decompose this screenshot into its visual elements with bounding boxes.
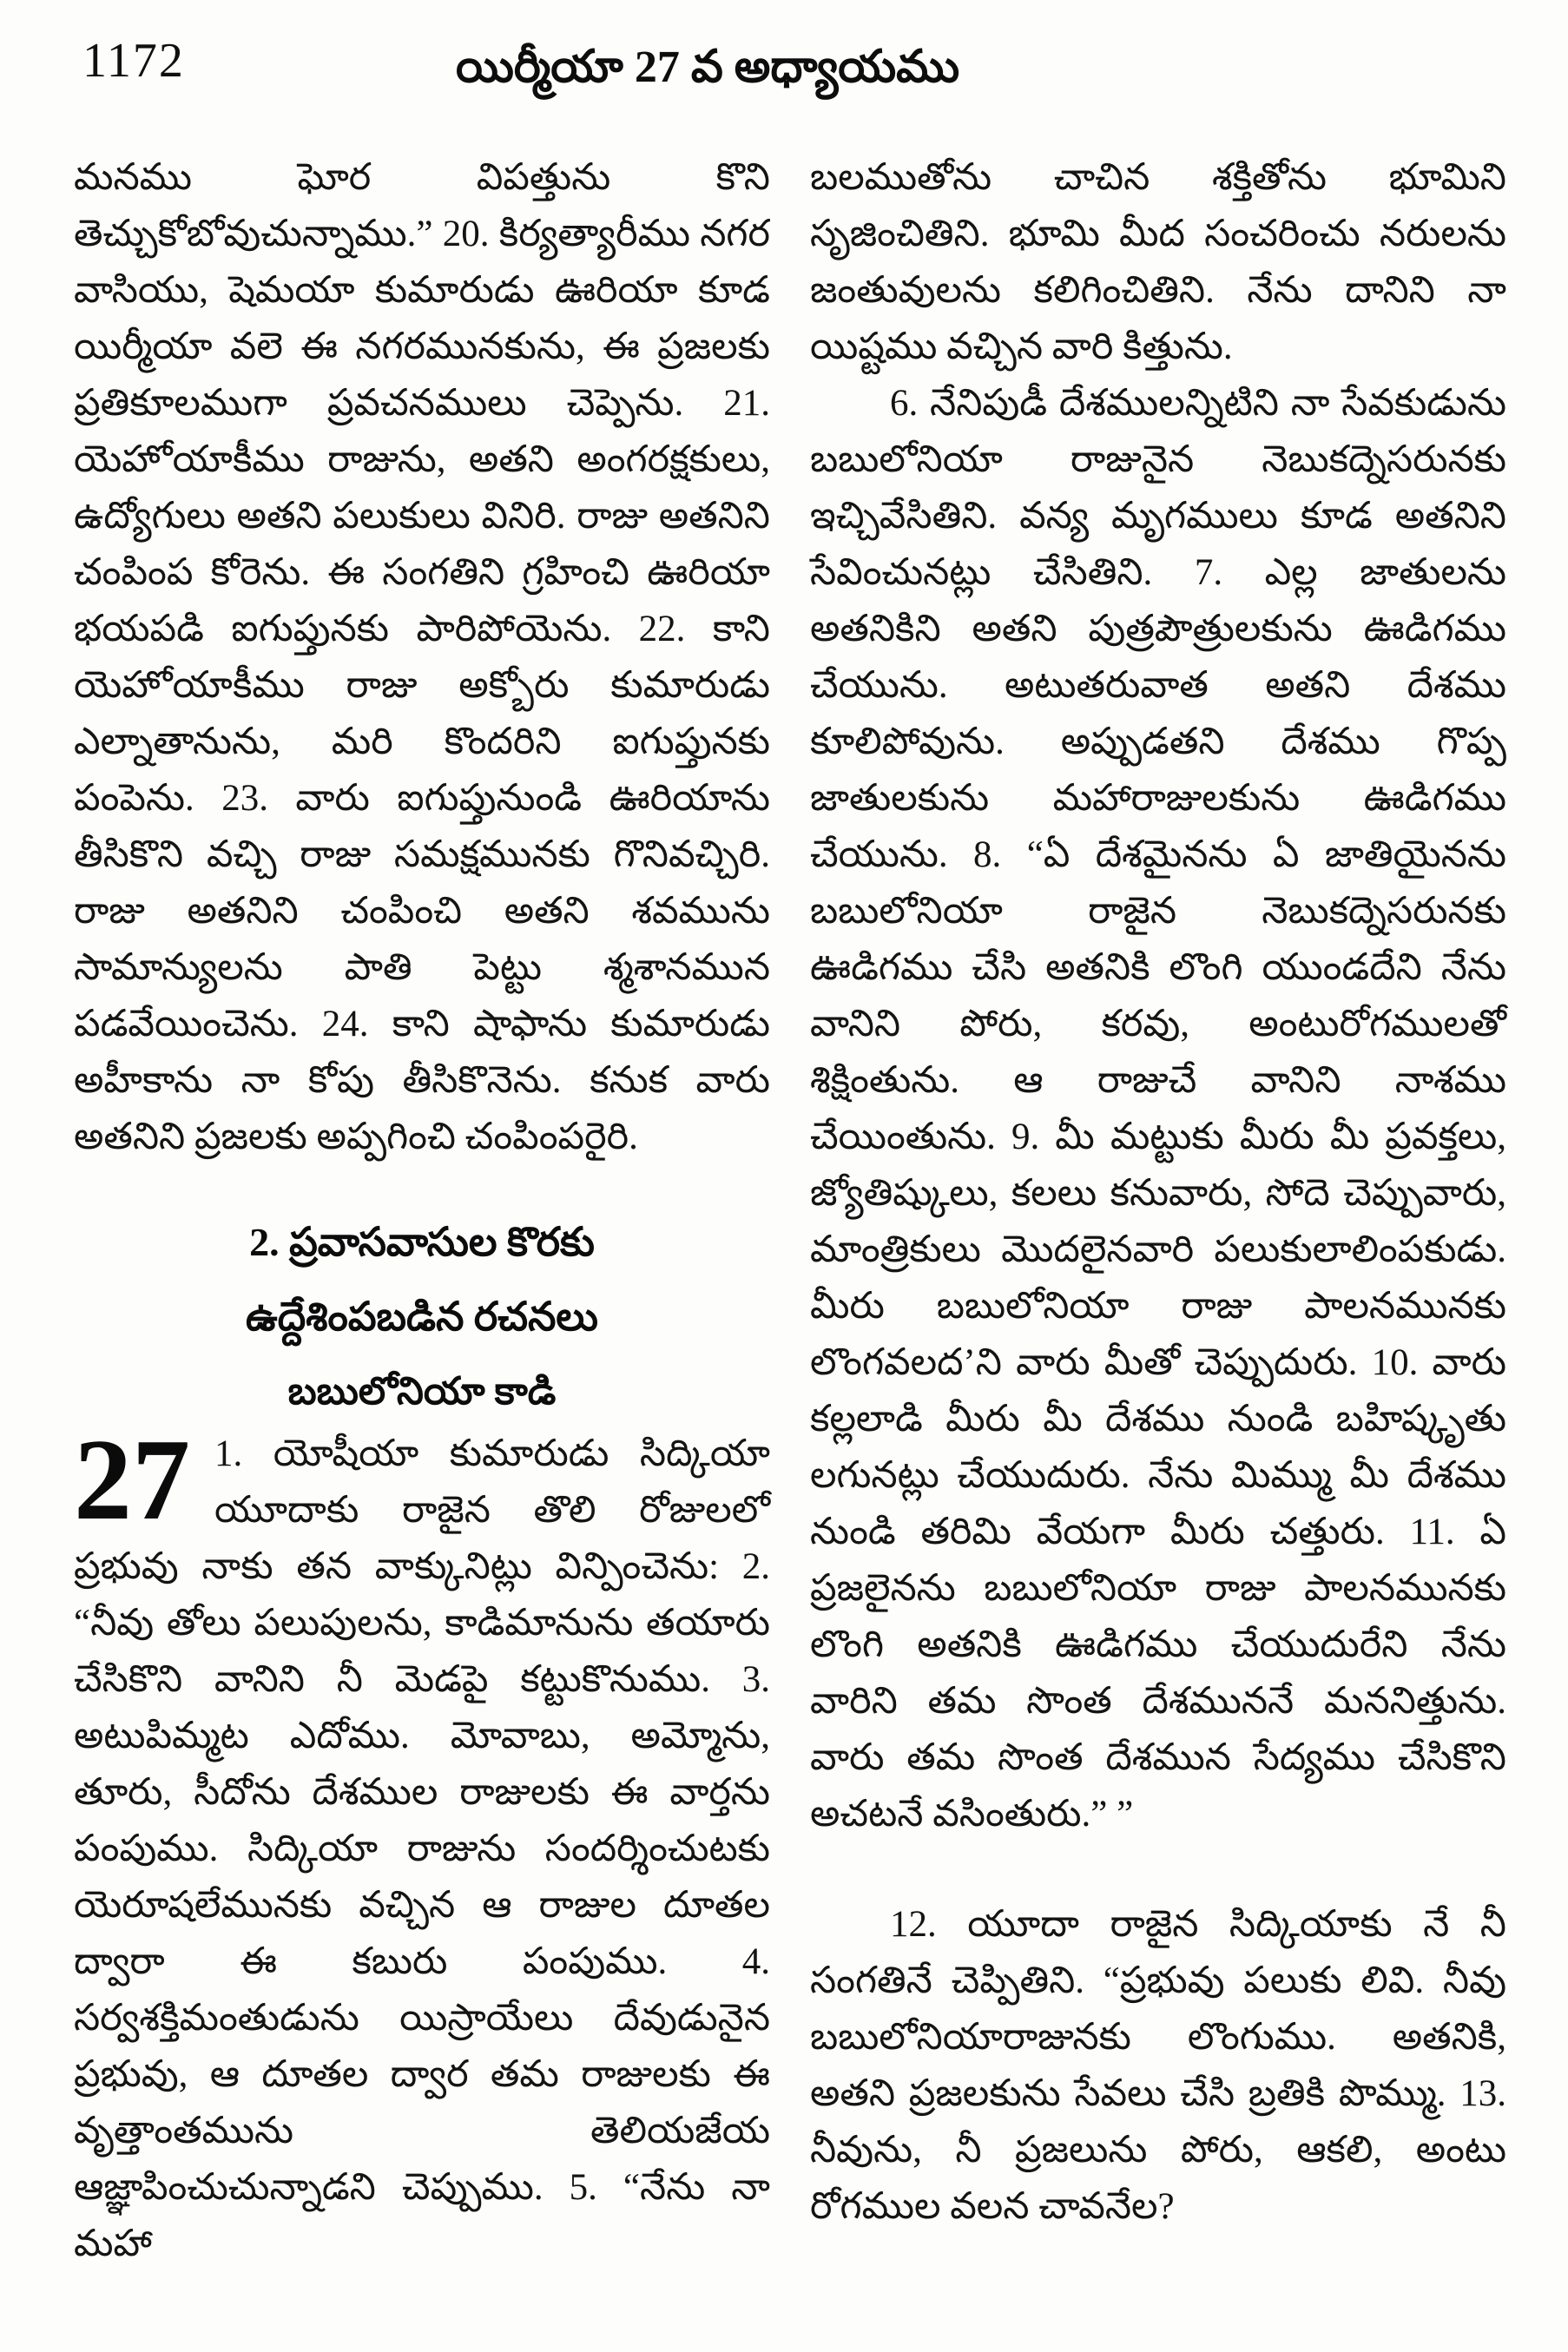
section-heading [74,1205,770,1354]
left-paragraph-continuation: మనము ఘోర విపత్తును కొని తెచ్చుకోబోవుచున్నాము.” 20. కిర్యత్యారీము నగర వాసియు, షెమయా కుమారుడు ఊరియా కూడ యిర్మీయా వలె ఈ నగరమునకును, ఈ ప్రజలకు ప్రతికూలముగా ప్రవచనములు చెప్పెను. 21. యెహోయాకీము రాజును, అతని అంగరక్షకులు, ఉద్యోగులు అతని పలుకులు వినిరి. రాజు అతనిని చంపింప కోరెను. ఈ సంగతిని గ్రహించి ఊరియా భయపడి ఐగుప్తునకు పారిపోయెను. 22. కాని యెహోయాకీము రాజు అక్బోరు కుమారుడు ఎల్నాతానును, మరి కొందరిని ఐగుప్తునకు పంపెను. 23. వారు ఐగుప్తునుండి ఊరియాను తీసికొని వచ్చి రాజు సమక్షమునకు గొనివచ్చిరి. రాజు అతనిని చంపించి అతని శవమును సామాన్యులను పాతి పెట్టు శ్మశానమున పడవేయించెను. 24. కాని షాఫాను కుమారుడు అహీకాను నా కోపు తీసికొనెను. కనుక వారు అతనిని ప్రజలకు అప్పగించి చంపింపరైరి. [74,157,770,1157]
left-column [74,149,770,2272]
right-paragraph-3: 12. యూదా రాజైన సిద్కియాకు నే నీ సంగతినే చెప్పితిని. “ప్రభువు పలుకు లివి. నీవు బబులోనియారాజునకు లొంగుము. అతనికి, అతని ప్రజలకును సేవలు చేసి బ్రతికి పొమ్ము. 13. నీవును, నీ ప్రజలును పోరు, ఆకలి, అంటు రోగముల వలన చావనేల? [810,1904,1506,2227]
chapter-verse-text: 1. యోషీయా కుమారుడు సిద్కియా యూదాకు రాజైన తొలి రోజులలో ప్రభువు నాకు తన వాక్కునిట్లు విన్పించెను: 2. “నీవు తోలు పలుపులను, కాడిమానును తయారు చేసికొని వానిని నీ మెడపై కట్టుకొనుము. 3. అటుపిమ్మట ఎదోము. మోవాబు, అమ్మోను, తూరు, సీదోను దేశముల రాజులకు ఈ వార్తను పంపుము. సిద్కియా రాజును సందర్శించుటకు యెరూషలేమునకు వచ్చిన ఆ రాజుల దూతల ద్వారా ఈ కబురు పంపుము. 4. సర్వశక్తిమంతుడును యిస్రాయేలు దేవుడునైన ప్రభువు, ఆ దూతల ద్వార తమ రాజులకు ఈ వృత్తాంతమును తెలియజేయ ఆజ్ఞాపించుచున్నాడని చెప్పుము. 5. “నేను నా మహా [74,1433,770,2264]
text-columns [74,149,1506,2272]
page-title: యిర్మీయా 27 వ అధ్యాయము [456,43,960,92]
right-column [810,149,1506,2272]
chapter-number-dropcap: 27 [74,1415,190,1544]
section-heading-line2: ఉద్దేశింపబడిన రచనలు [246,1295,598,1339]
right-paragraph-1: బలముతోను చాచిన శక్తితోను భూమిని సృజించితిని. భూమి మీద సంచరించు నరులను జంతువులను కలిగించితిని. నేను దానిని నా యిష్టము వచ్చిన వారి కిత్తును. [810,157,1506,367]
section-heading-line1: 2. ప్రవాసవాసుల కొరకు [249,1220,595,1264]
chapter-paragraph [74,1415,770,2272]
sub-heading: బబులోనియా కాడి [287,1370,557,1413]
page-number: 1172 [82,34,185,88]
right-paragraph-2: 6. నేనిపుడీ దేశములన్నిటిని నా సేవకుడును బబులోనియా రాజునైన నెబుకద్నెసరునకు ఇచ్చివేసితిని. వన్య మృగములు కూడ అతనిని సేవించునట్లు చేసితిని. 7. ఎల్ల జాతులను అతనికిని అతని పుత్రపౌత్రులకును ఊడిగము చేయును. అటుతరువాత అతని దేశము కూలిపోవును. అప్పుడతని దేశము గొప్ప జాతులకును మహారాజులకును ఊడిగము చేయును. 8. “ఏ దేశమైనను ఏ జాతియైనను బబులోనియా రాజైన నెబుకద్నెసరునకు ఊడిగము చేసి అతనికి లొంగి యుండదేని నేను వానిని పోరు, కరవు, అంటురోగములతో శిక్షింతును. ఆ రాజుచే వానిని నాశము చేయింతును. 9. మీ మట్టుకు మీరు మీ ప్రవక్తలు, జ్యోతిష్కులు, కలలు కనువారు, సోదె చెప్పువారు, మాంత్రికులు మొదలైనవారి పలుకులాలింపకుడు. మీరు బబులోనియా రాజు పాలనమునకు లొంగవలద’ని వారు మీతో చెప్పుదురు. 10. వారు కల్లలాడి మీరు మీ దేశము నుండి బహిష్కృతు లగునట్లు చేయుదురు. నేను మిమ్ము మీ దేశము నుండి తరిమి వేయగా మీరు చత్తురు. 11. ఏ ప్రజలైనను బబులోనియా రాజు పాలనమునకు లొంగి అతనికి ఊడిగము చేయుదురేని నేను వారిని తమ సొంత దేశముననే మననిత్తును. వారు తమ సొంత దేశమున సేద్యము చేసికొని అచటనే వసింతురు.” ” [810,383,1506,1835]
